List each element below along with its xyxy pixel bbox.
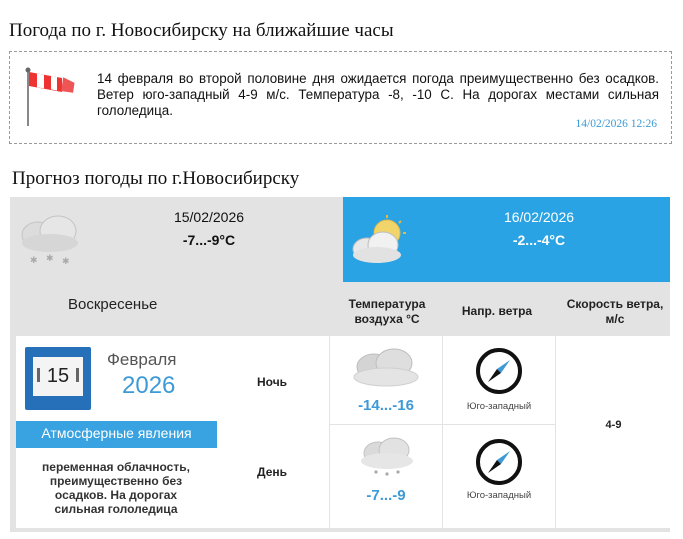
day-1-temp: -7...-9°C <box>182 232 236 248</box>
day-wind-direction: Юго-западный <box>466 490 532 501</box>
period-day-label: День <box>257 465 287 479</box>
compass-icon <box>474 346 524 396</box>
page-title: Погода по г. Новосибирску на ближайшие часы <box>9 20 394 41</box>
calendar-year: 2026 <box>122 372 176 399</box>
weekday-label: Воскресенье <box>68 296 158 313</box>
col-wind-direction: Напр. ветра <box>461 304 533 318</box>
day-tab-2[interactable] <box>343 197 670 282</box>
partly-cloudy-icon <box>349 213 413 267</box>
atmos-description: переменная облачность, преимущественно без осадков. На дорогах сильная гололедица <box>42 460 190 516</box>
weather-notice <box>9 51 672 144</box>
day-1-date: 15/02/2026 <box>173 209 245 225</box>
calendar-month: Февраля <box>107 350 177 369</box>
wind-speed-value: 4-9 <box>605 419 622 431</box>
col-wind-speed: Скорость ветра, м/с <box>566 297 664 326</box>
day-temp: -7...-9 <box>366 487 406 504</box>
col-temperature: Температура воздуха °C <box>348 297 426 326</box>
forecast-title: Прогноз погоды по г.Новосибирску <box>12 168 300 189</box>
windsock-icon <box>22 62 80 128</box>
svg-text:✱: ✱ <box>30 256 38 266</box>
wind-speed-cell <box>556 336 670 528</box>
cloud-icon <box>350 345 422 391</box>
compass-icon <box>474 437 524 487</box>
day-tab-1[interactable] <box>10 197 333 282</box>
notice-text: 14 февраля во второй половине дня ожидается погода преимущественно без осадков. Ветер юго-западный 4-9 м/с. Температура -8, -10 С. На дорогах местами сильная гололедица. <box>97 71 659 118</box>
day-2-temp: -2...-4°C <box>512 232 566 248</box>
day-2-date: 16/02/2026 <box>503 209 575 225</box>
night-temp: -14...-16 <box>358 397 414 414</box>
notice-timestamp: 14/02/2026 12:26 <box>575 118 657 130</box>
night-wind-direction: Юго-западный <box>466 401 532 412</box>
svg-text:✱: ✱ <box>46 254 54 264</box>
period-night-label: Ночь <box>257 375 288 389</box>
cloud-light-snow-icon <box>356 435 418 477</box>
calendar-day: 15 <box>46 365 70 387</box>
snow-cloud-icon <box>16 211 86 269</box>
svg-text:✱: ✱ <box>62 257 70 267</box>
atmos-label: Атмосферные явления <box>41 425 192 441</box>
